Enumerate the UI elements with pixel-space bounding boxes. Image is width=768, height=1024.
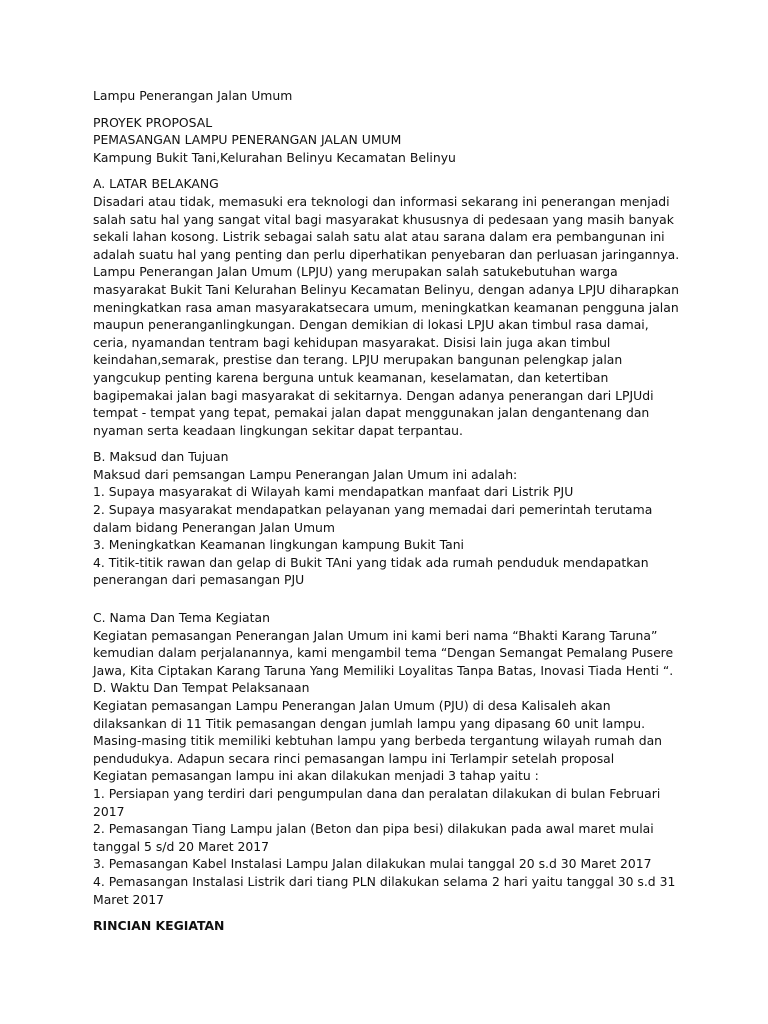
header-line-1: PROYEK PROPOSAL xyxy=(93,114,213,130)
section-c-heading: C. Nama Dan Tema Kegiatan xyxy=(93,610,270,626)
section-b-intro: Maksud dari pemsangan Lampu Penerangan Jalan Umum ini adalah: xyxy=(93,466,518,482)
section-d-intro: Kegiatan pemasangan lampu ini akan dilakukan menjadi 3 tahap yaitu : xyxy=(93,768,539,784)
document-content xyxy=(93,87,683,935)
rincian-kegiatan-heading: RINCIAN KEGIATAN xyxy=(93,918,225,934)
list-item: 2. Supaya masyarakat mendapatkan pelayanan yang memadai dari pemerintah terutama dalam bidang Penerangan Jalan Umum xyxy=(93,502,653,535)
section-b-list xyxy=(93,483,683,589)
section-a-body: Disadari atau tidak, memasuki era teknologi dan informasi sekarang ini penerangan menjadi salah satu hal yang sangat vital bagi masyarakat khususnya di pedesaan yang masih banyak sekali lahan kosong. Listrik sebagai salah satu alat atau sarana dalam era pembangunan ini adalah suatu hal yang penting dan perlu diperhatikan penyebaran dan perluasan jaringannya. Lampu Penerangan Jalan Umum (LPJU) yang merupakan salah satukebutuhan warga masyarakat Bukit Tani Kelurahan Belinyu Kecamatan Belinyu, dengan adanya LPJU diharapkan meningkatkan rasa aman masyarakatsecara umum, meningkatkan keamanan pengguna jalan maupun peneranganlingkungan. Dengan demikian di lokasi LPJU akan timbul rasa damai, ceria, nyamandan tentram bagi kehidupan masyarakat. Disisi lain juga akan timbul keindahan,semarak, prestise dan terang. LPJU merupakan bangunan pelengkap jalan yangcukup penting karena berguna untuk keamanan, keselamatan, dan ketertiban bagipemakai jalan bagi masyarakat di sekitarnya. Dengan adanya penerangan dari LPJUdi tempat - tempat yang tepat, pemakai jalan dapat menggunakan jalan dengantenang dan nyaman serta keadaan lingkungan sekitar dapat terpantau. xyxy=(93,193,680,438)
document-title: Lampu Penerangan Jalan Umum xyxy=(93,88,293,103)
list-item: 3. Pemasangan Kabel Instalasi Lampu Jalan dilakukan mulai tanggal 20 s.d 30 Maret 2017 xyxy=(93,856,652,872)
header-line-2: PEMASANGAN LAMPU PENERANGAN JALAN UMUM xyxy=(93,132,402,148)
list-item: 2. Pemasangan Tiang Lampu jalan (Beton dan pipa besi) dilakukan pada awal maret mulai tanggal 5 s/d 20 Maret 2017 xyxy=(93,821,654,854)
section-d-heading: D. Waktu Dan Tempat Pelaksanaan xyxy=(93,680,310,696)
list-item: 3. Meningkatkan Keamanan lingkungan kampung Bukit Tani xyxy=(93,537,464,553)
header-line-3: Kampung Bukit Tani,Kelurahan Belinyu Kecamatan Belinyu xyxy=(93,149,456,165)
list-item: 4. Titik-titik rawan dan gelap di Bukit TAni yang tidak ada rumah penduduk mendapatkan penerangan dari pemasangan PJU xyxy=(93,554,649,588)
section-b-heading: B. Maksud dan Tujuan xyxy=(93,449,229,465)
section-a-heading: A. LATAR BELAKANG xyxy=(93,176,219,192)
list-item: 1. Persiapan yang terdiri dari pengumpulan dana dan peralatan dilakukan di bulan Februari 2017 xyxy=(93,785,661,819)
section-c-body: Kegiatan pemasangan Penerangan Jalan Umum ini kami beri nama “Bhakti Karang Taruna” kemudian dalam perjalanannya, kami mengambil tema “Dengan Semangat Pemalang Pusere Jawa, Kita Ciptakan Karang Taruna Yang Memiliki Loyalitas Tanpa Batas, Inovasi Tiada Henti “. xyxy=(93,627,674,678)
section-d-body: Kegiatan pemasangan Lampu Penerangan Jalan Umum (PJU) di desa Kalisaleh akan dilaksankan di 11 Titik pemasangan dengan jumlah lampu yang dipasang 60 unit lampu. Masing-masing titik memiliki kebtuhan lampu yang berbeda tergantung wilayah rumah dan pendudukya. Adapun secara rinci pemasangan lampu ini Terlampir setelah proposal xyxy=(93,698,663,766)
section-d-list xyxy=(93,785,683,908)
list-item: 1. Supaya masyarakat di Wilayah kami mendapatkan manfaat dari Listrik PJU xyxy=(93,484,574,500)
list-item: 4. Pemasangan Instalasi Listrik dari tiang PLN dilakukan selama 2 hari yaitu tanggal 30 s.d 31 Maret 2017 xyxy=(93,873,676,907)
